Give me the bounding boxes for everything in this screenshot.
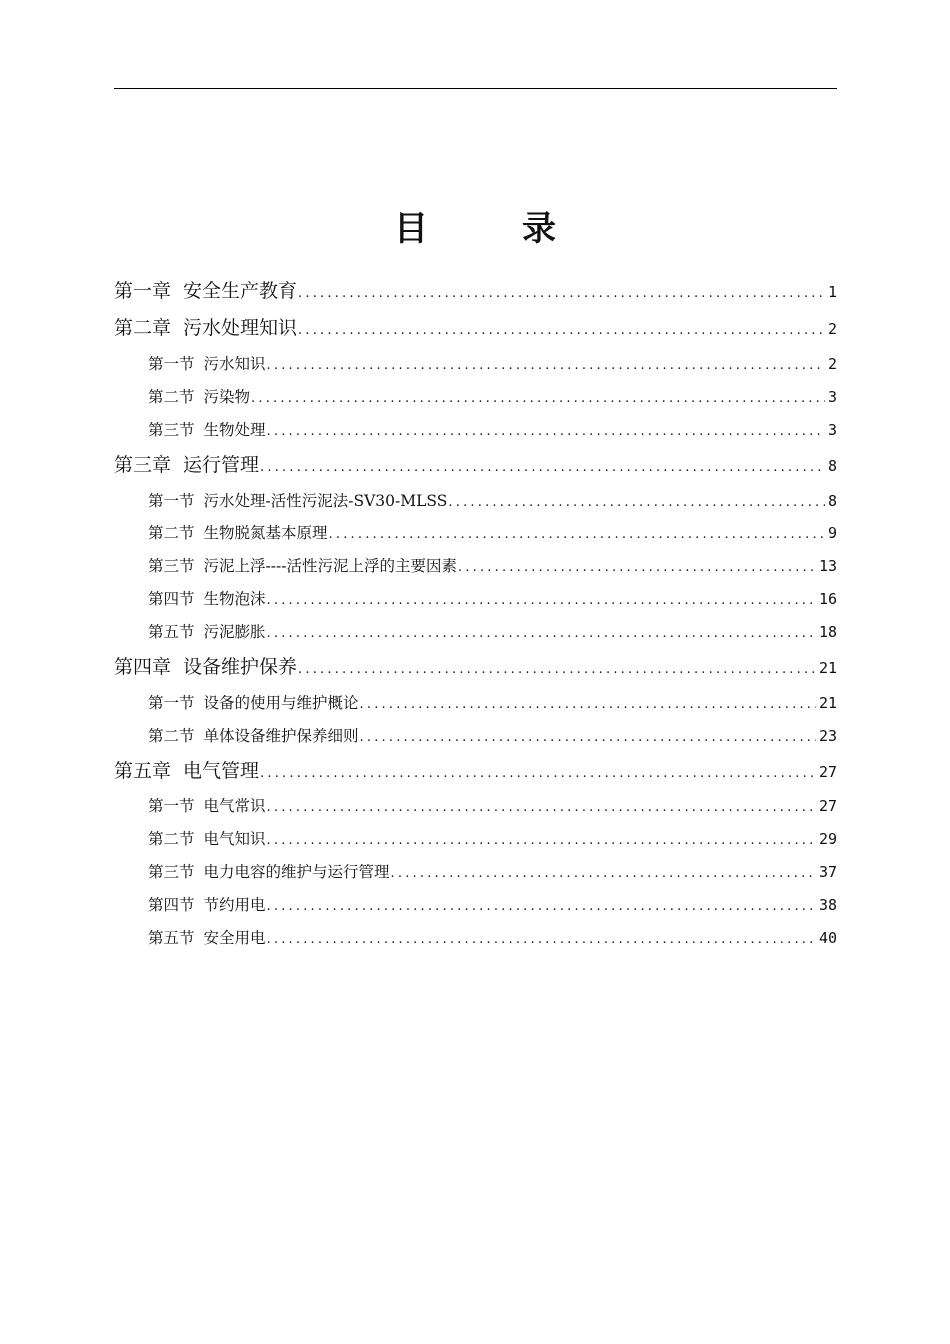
toc-page-number: 37: [818, 863, 837, 881]
toc-entry-title: 生物处理: [203, 421, 266, 439]
toc-leader-dots: [267, 588, 816, 612]
toc-leader-dots: [267, 927, 816, 951]
toc-entry-title: 电气知识: [203, 830, 266, 848]
toc-entry-title: 安全用电: [203, 929, 266, 947]
toc-chapter-2[interactable]: [114, 313, 837, 343]
toc-page-number: 1: [827, 283, 837, 301]
toc-page-number: 8: [827, 492, 837, 510]
toc-entry-number: 第四章: [114, 656, 172, 678]
toc-entry-number: 第一节: [148, 355, 195, 373]
toc-entry-number: 第二章: [114, 317, 172, 339]
toc-page-number: 2: [827, 355, 837, 373]
toc-section-4-2[interactable]: [148, 723, 837, 749]
toc-entry-number: 第一节: [148, 694, 195, 712]
toc-entry-title: 污泥膨胀: [203, 623, 266, 641]
toc-entry-number: 第四节: [148, 896, 195, 914]
toc-entry-title: 单体设备维护保养细则: [203, 727, 359, 745]
toc-leader-dots: [267, 828, 816, 852]
toc-entry-number: 第二节: [148, 524, 195, 542]
toc-entry-number: 第二节: [148, 727, 195, 745]
toc-entry-title: 设备维护保养: [183, 656, 298, 678]
toc-entry-title: 节约用电: [203, 896, 266, 914]
toc-leader-dots: [260, 453, 825, 480]
toc-leader-dots: [298, 655, 816, 682]
toc-entry-number: 第一节: [148, 797, 195, 815]
toc-entry-title: 设备的使用与维护概论: [203, 694, 359, 712]
toc-page-number: 27: [818, 763, 837, 781]
toc-entry-number: 第二节: [148, 830, 195, 848]
toc-page-number: 21: [818, 659, 837, 677]
toc-entry-title: 污染物: [203, 388, 251, 406]
header-rule: [114, 88, 837, 89]
toc-leader-dots: [267, 419, 825, 443]
toc-leader-dots: [448, 490, 825, 514]
toc-entry-title: 电气常识: [203, 797, 266, 815]
toc-entry-number: 第三节: [148, 421, 195, 439]
toc-entry-number: 第一节: [148, 492, 195, 510]
toc-entry-title: 污水知识: [203, 355, 266, 373]
toc-entry-number: 第五节: [148, 929, 195, 947]
toc-section-4-1[interactable]: [148, 690, 837, 716]
toc-leader-dots: [267, 894, 816, 918]
toc-leader-dots: [391, 861, 816, 885]
toc-entry-number: 第五节: [148, 623, 195, 641]
toc-page-number: 3: [827, 388, 837, 406]
toc-entry-title: 污水处理-活性污泥法-SV30-MLSS: [203, 492, 448, 510]
toc-section-3-4[interactable]: [148, 586, 837, 612]
toc-leader-dots: [329, 522, 825, 546]
toc-chapter-1[interactable]: [114, 276, 837, 306]
toc-chapter-3[interactable]: [114, 450, 837, 480]
toc-chapter-4[interactable]: [114, 652, 837, 682]
toc-leader-dots: [251, 386, 825, 410]
toc-page-number: 13: [818, 557, 837, 575]
toc-page-number: 23: [818, 727, 837, 745]
toc-leader-dots: [260, 759, 816, 786]
toc-section-3-5[interactable]: [148, 619, 837, 645]
toc-section-3-1[interactable]: [148, 488, 837, 514]
toc-section-5-2[interactable]: [148, 826, 837, 852]
toc-section-5-4[interactable]: [148, 892, 837, 918]
toc-page-number: 9: [827, 524, 837, 542]
toc-page-number: 27: [818, 797, 837, 815]
toc-leader-dots: [267, 353, 825, 377]
toc-title: 目 录: [394, 209, 586, 249]
toc-entry-title: 电气管理: [183, 760, 260, 782]
toc-entry-title: 生物泡沫: [203, 590, 266, 608]
toc-entry-number: 第一章: [114, 280, 172, 302]
toc-leader-dots: [360, 725, 816, 749]
toc-entry-number: 第三节: [148, 863, 195, 881]
toc-page-number: 16: [818, 590, 837, 608]
toc-entry-title: 污泥上浮----活性污泥上浮的主要因素: [203, 557, 457, 575]
toc-page-number: 18: [818, 623, 837, 641]
toc-entry-number: 第二节: [148, 388, 195, 406]
toc-leader-dots: [267, 795, 816, 819]
toc-entry-number: 第四节: [148, 590, 195, 608]
toc-page-number: 3: [827, 421, 837, 439]
toc-leader-dots: [298, 279, 825, 306]
toc-leader-dots: [267, 621, 816, 645]
toc-entry-title: 安全生产教育: [183, 280, 298, 302]
toc-page-number: 29: [818, 830, 837, 848]
toc-leader-dots: [360, 692, 816, 716]
toc-entry-title: 污水处理知识: [183, 317, 298, 339]
toc-section-5-5[interactable]: [148, 925, 837, 951]
toc-entry-number: 第三节: [148, 557, 195, 575]
toc-section-2-3[interactable]: [148, 417, 837, 443]
toc-page-number: 40: [818, 929, 837, 947]
toc-section-2-1[interactable]: [148, 351, 837, 377]
toc-section-5-3[interactable]: [148, 859, 837, 885]
toc-section-3-2[interactable]: [148, 520, 837, 546]
toc-chapter-5[interactable]: [114, 756, 837, 786]
toc-leader-dots: [458, 555, 816, 579]
toc-entry-title: 生物脱氮基本原理: [203, 524, 328, 542]
toc-entry-number: 第三章: [114, 454, 172, 476]
toc-section-3-3[interactable]: [148, 553, 837, 579]
toc-entry-title: 电力电容的维护与运行管理: [203, 863, 390, 881]
toc-page-number: 8: [827, 457, 837, 475]
toc-page-number: 38: [818, 896, 837, 914]
toc-entry-title: 运行管理: [183, 454, 260, 476]
toc-leader-dots: [298, 316, 825, 343]
toc-section-2-2[interactable]: [148, 384, 837, 410]
toc-section-5-1[interactable]: [148, 793, 837, 819]
toc-entry-number: 第五章: [114, 760, 172, 782]
toc-page-number: 21: [818, 694, 837, 712]
toc-page-number: 2: [827, 320, 837, 338]
